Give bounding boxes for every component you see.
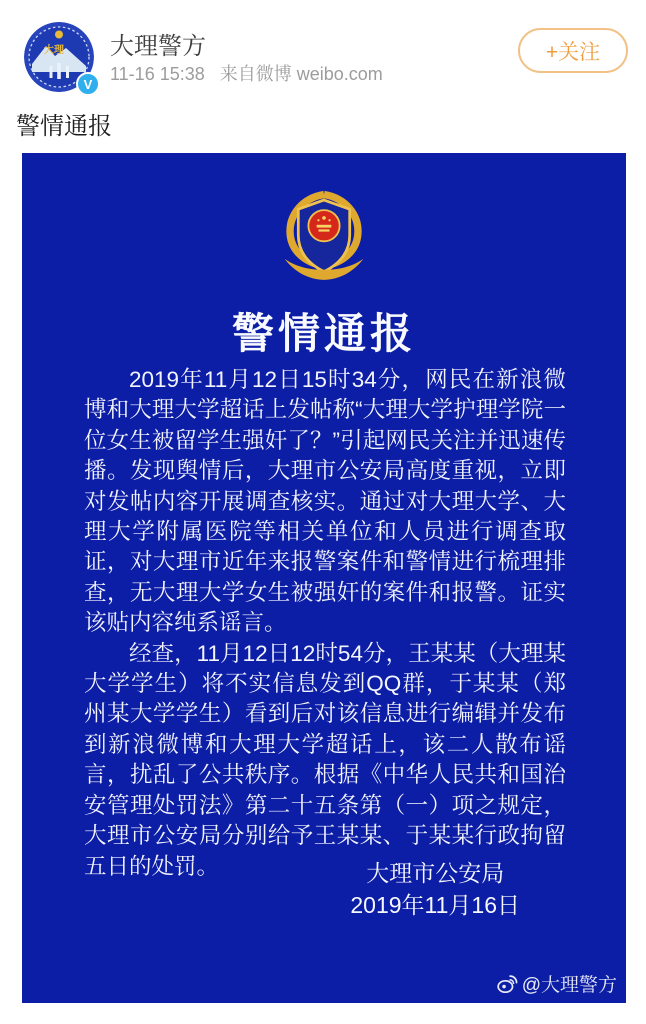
issuing-authority: 大理市公安局: [366, 860, 505, 886]
notice-paragraph-1: 2019年11月12日15时34分，网民在新浪微博和大理大学超话上发帖称“大理大学护理学院一位女生被留学生强奸了？”引起网民关注并迅速传播。发现舆情后，大理市公安局高度重视，立即对发帖内容开展调查核实。通过对大理大学、大理大学附属医院等相关单位和人员进行调查取证，对大理市近年来报警案件和警情进行梳理排查，无大理大学女生被强奸的案件和报警。证实该贴内容纯系谣言。: [84, 367, 566, 636]
verified-icon: V: [76, 72, 100, 96]
police-emblem-icon: [278, 189, 370, 290]
follow-button[interactable]: +关注: [518, 28, 628, 73]
post-meta: [110, 60, 393, 86]
notice-paragraph-2: 经查，11月12日12时54分，王某某（大理某大学学生）将不实信息发到QQ群，于某某（郑州某大学学生）看到后对该信息进行编辑并发布到新浪微博和大理大学超话上，该二人散布谣言，扰乱了公共秩序。根据《中华人民共和国治安管理处罚法》第二十五条第（一）项之规定，大理市公安局分别给予王某某、于某某行政拘留五日的处罚。: [84, 640, 566, 879]
watermark: [497, 970, 617, 997]
post-content-text: 警情通报: [16, 113, 112, 140]
notice-signature-block: [350, 857, 520, 921]
police-notice-image[interactable]: [22, 153, 626, 1003]
post-source[interactable]: 来自微博 weibo.com: [219, 64, 383, 84]
notice-body: [84, 365, 566, 882]
post-timestamp: 11-16 15:38: [110, 64, 205, 84]
notice-title: 警情通报: [231, 310, 416, 357]
watermark-text: @大理警方: [521, 975, 617, 996]
issue-date: 2019年11月16日: [350, 892, 520, 918]
post-header: [0, 0, 646, 96]
weibo-logo-icon: [497, 974, 518, 993]
author-avatar[interactable]: [24, 22, 94, 92]
svg-text:大理: 大理: [44, 45, 64, 56]
author-name[interactable]: 大理警方: [110, 33, 206, 60]
